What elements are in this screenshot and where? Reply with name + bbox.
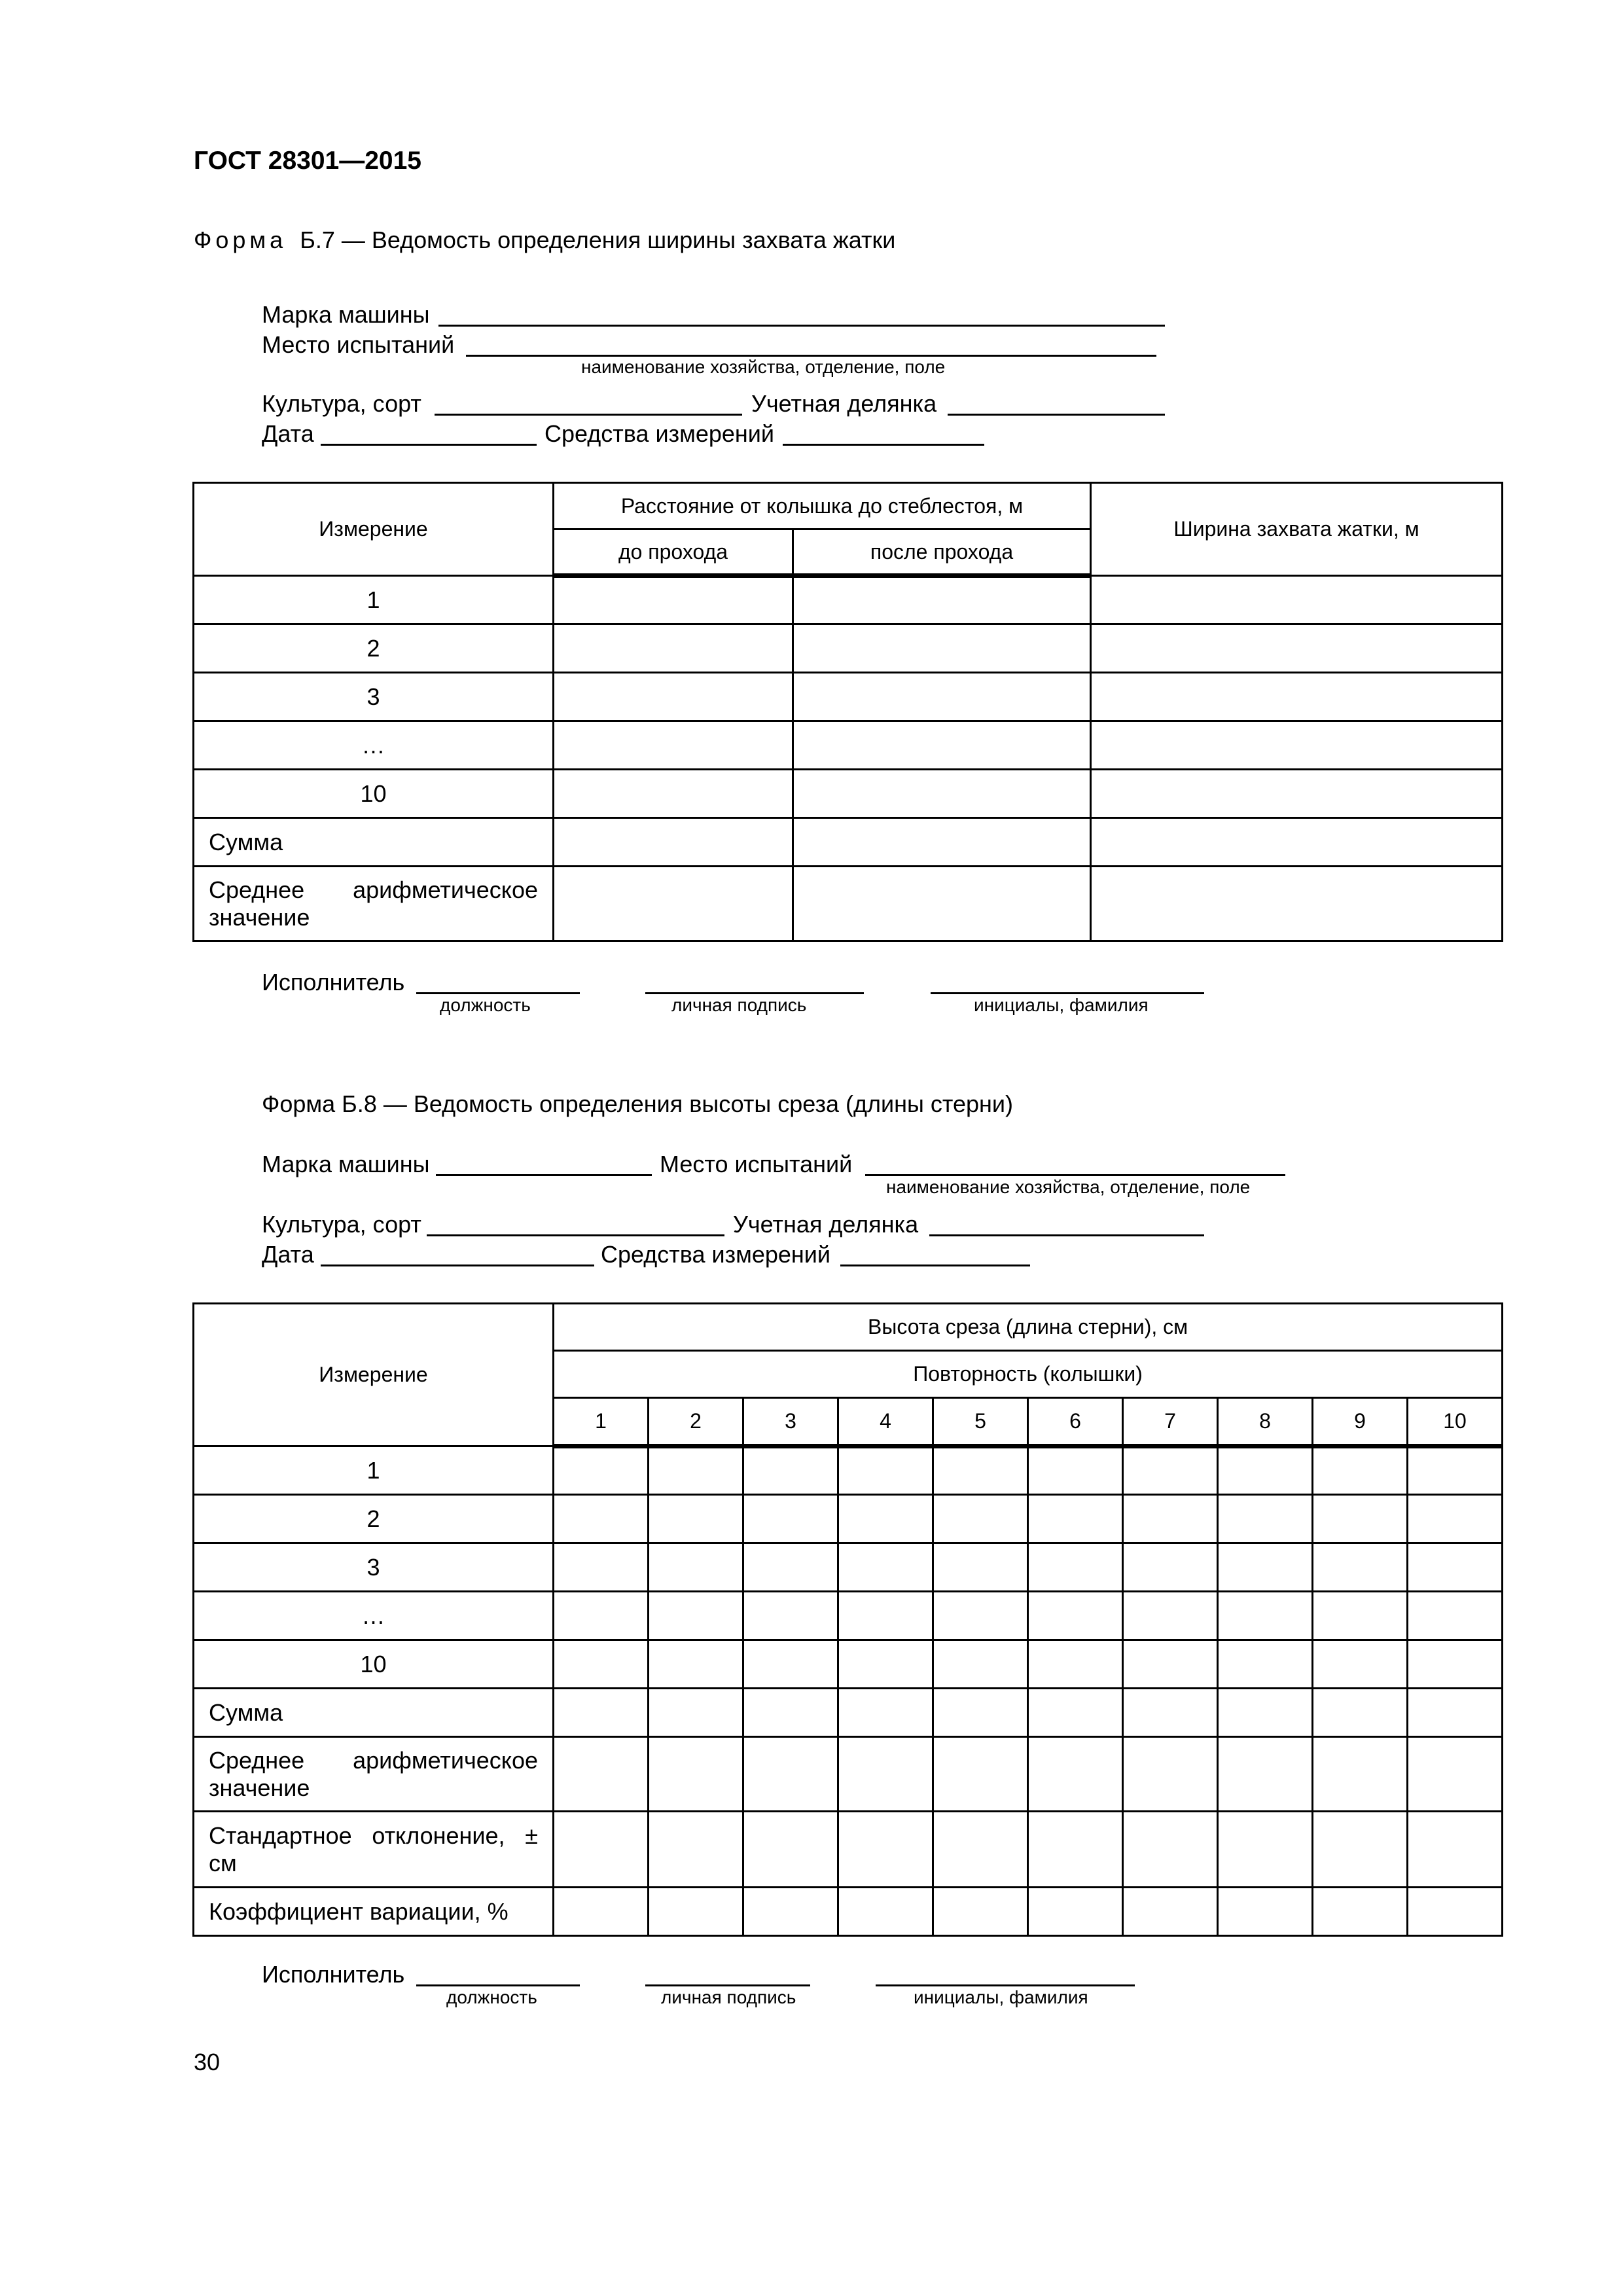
b7-cell: [554, 576, 793, 624]
b8-cell: [933, 1495, 1028, 1543]
b8-cell: [649, 1888, 743, 1936]
b8-cell: [649, 1543, 743, 1592]
b8-cell: [933, 1689, 1028, 1737]
b8-cell: [1028, 1543, 1123, 1592]
form-b7-instruments-label: Средства измерений: [544, 420, 775, 447]
b8-header-repeat-number: 6: [1028, 1398, 1123, 1446]
b7-cell: [1091, 673, 1503, 721]
form-b8-position-line: [416, 1984, 580, 1986]
form-b8-machine-label: Марка машины: [262, 1151, 430, 1177]
b8-cell: [1123, 1640, 1218, 1689]
b7-row-label: 10: [194, 770, 554, 818]
b7-cell: [793, 673, 1091, 721]
form-b8-crop-line: [427, 1234, 724, 1236]
b8-row: [194, 1543, 1503, 1592]
b8-cell: [554, 1640, 649, 1689]
b8-cell: [1408, 1640, 1503, 1689]
b8-cell: [933, 1812, 1028, 1888]
b8-header-repeat-number: 8: [1218, 1398, 1313, 1446]
form-b8-crop-label: Культура, сорт: [262, 1211, 421, 1238]
b8-cell: [554, 1543, 649, 1592]
b8-cell: [1218, 1640, 1313, 1689]
b7-header-width: Ширина захвата жатки, м: [1091, 483, 1503, 576]
form-b7-plot-line: [948, 414, 1165, 416]
b8-header-repeat-number: 10: [1408, 1398, 1503, 1446]
b7-cell: [554, 818, 793, 867]
b8-cell: [838, 1592, 933, 1640]
b8-cell: [933, 1640, 1028, 1689]
b8-cell: [649, 1446, 743, 1495]
b8-cell: [1123, 1446, 1218, 1495]
b8-cell: [1313, 1640, 1408, 1689]
b8-cell: [1028, 1689, 1123, 1737]
b8-cell: [1218, 1737, 1313, 1812]
b8-row: [194, 1495, 1503, 1543]
b8-row: [194, 1640, 1503, 1689]
b8-cell: [838, 1640, 933, 1689]
b8-header-repeat-number: 9: [1313, 1398, 1408, 1446]
b8-cell: [1408, 1812, 1503, 1888]
b8-cell: [1313, 1812, 1408, 1888]
form-b8-date-label: Дата: [262, 1241, 314, 1268]
b7-row-label: 2: [194, 624, 554, 673]
form-b7-place-caption: наименование хозяйства, отделение, поле: [581, 357, 946, 377]
b7-row-label: 1: [194, 576, 554, 624]
b8-cell: [1123, 1592, 1218, 1640]
form-b8-place-caption: наименование хозяйства, отделение, поле: [886, 1177, 1251, 1197]
b8-cell: [1408, 1495, 1503, 1543]
b7-cell: [1091, 576, 1503, 624]
form-b7-title-prefix: Форма: [194, 226, 287, 253]
form-b7-position-line: [416, 992, 580, 994]
b8-cell: [554, 1888, 649, 1936]
b8-cell: [1313, 1543, 1408, 1592]
form-b7-date-label: Дата: [262, 420, 314, 447]
b8-cell: [649, 1592, 743, 1640]
form-b7-title: [194, 226, 895, 254]
b8-cell: [1028, 1592, 1123, 1640]
b8-cell: [554, 1689, 649, 1737]
b7-header-measurement: Измерение: [194, 483, 554, 576]
form-b8-signature-caption: личная подпись: [661, 1987, 796, 2007]
b8-cell: [1218, 1495, 1313, 1543]
form-b7-crop-line: [435, 414, 742, 416]
b8-cell: [838, 1689, 933, 1737]
b8-cell: [1123, 1737, 1218, 1812]
b8-row: [194, 1689, 1503, 1737]
form-b7-date-line: [321, 444, 537, 446]
b8-row-label: 2: [194, 1495, 554, 1543]
b8-cell: [838, 1495, 933, 1543]
form-b8-name-line: [876, 1984, 1135, 1986]
b8-cell: [1218, 1689, 1313, 1737]
b8-cell: [838, 1888, 933, 1936]
b8-cell: [649, 1812, 743, 1888]
b7-cell: [1091, 721, 1503, 770]
form-b8-signature-line: [645, 1984, 810, 1986]
b8-cell: [933, 1446, 1028, 1495]
b8-cell: [743, 1495, 838, 1543]
b8-cell: [1123, 1495, 1218, 1543]
b8-cell: [1313, 1495, 1408, 1543]
form-b7-signature-caption: личная подпись: [671, 995, 807, 1015]
form-b7-performer-label: Исполнитель: [262, 969, 405, 996]
b8-row-label: Коэффициент вариации, %: [194, 1888, 554, 1936]
b7-cell: [554, 721, 793, 770]
b8-header-repeat-number: 5: [933, 1398, 1028, 1446]
form-b8-table: [192, 1302, 1503, 1937]
b8-row-label: 10: [194, 1640, 554, 1689]
b8-cell: [1123, 1812, 1218, 1888]
form-b8-position-caption: должность: [446, 1987, 537, 2007]
b7-header-after: после прохода: [793, 529, 1091, 576]
b8-cell: [1408, 1888, 1503, 1936]
form-b7-position-caption: должность: [440, 995, 531, 1015]
b8-cell: [1028, 1640, 1123, 1689]
b8-cell: [1408, 1592, 1503, 1640]
b8-cell: [1218, 1446, 1313, 1495]
b8-header-repeat-group: Повторность (колышки): [554, 1351, 1503, 1398]
b8-header-repeat-number: 1: [554, 1398, 649, 1446]
form-b8-performer-label: Исполнитель: [262, 1961, 405, 1988]
b8-cell: [554, 1812, 649, 1888]
b7-row-label: Сумма: [194, 818, 554, 867]
form-b7-table: [192, 482, 1503, 942]
form-b7-name-caption: инициалы, фамилия: [974, 995, 1149, 1015]
page-number: 30: [194, 2049, 221, 2075]
b8-cell: [1218, 1812, 1313, 1888]
b7-cell: [793, 867, 1091, 941]
b8-cell: [743, 1812, 838, 1888]
b8-cell: [838, 1812, 933, 1888]
form-b8-instruments-line: [840, 1265, 1030, 1266]
form-b8-place-line: [865, 1174, 1285, 1176]
b7-cell: [793, 576, 1091, 624]
form-b8-place-label: Место испытаний: [660, 1151, 853, 1177]
b7-cell: [793, 624, 1091, 673]
b7-cell: [554, 624, 793, 673]
b8-cell: [649, 1495, 743, 1543]
b8-header-repeat-number: 4: [838, 1398, 933, 1446]
b8-cell: [838, 1737, 933, 1812]
b7-row-label: …: [194, 721, 554, 770]
b7-cell: [1091, 818, 1503, 867]
form-b8-plot-line: [929, 1234, 1204, 1236]
b8-row-label: 1: [194, 1446, 554, 1495]
b8-cell: [743, 1888, 838, 1936]
b8-cell: [1123, 1888, 1218, 1936]
b8-cell: [933, 1592, 1028, 1640]
b8-cell: [1218, 1592, 1313, 1640]
b7-cell: [554, 867, 793, 941]
b7-cell: [554, 770, 793, 818]
b8-cell: [554, 1737, 649, 1812]
b8-row: [194, 1737, 1503, 1812]
b8-row: [194, 1812, 1503, 1888]
b7-cell: [793, 818, 1091, 867]
b8-cell: [1408, 1543, 1503, 1592]
form-b8-date-line: [321, 1265, 594, 1266]
b8-row-label: Среднее арифметическое значение: [194, 1737, 554, 1812]
form-b7-machine-label: Марка машины: [262, 301, 430, 328]
b8-cell: [1123, 1689, 1218, 1737]
b7-cell: [793, 721, 1091, 770]
b7-row-label: 3: [194, 673, 554, 721]
b8-cell: [1123, 1543, 1218, 1592]
b8-cell: [1028, 1737, 1123, 1812]
b7-row-label: Среднее арифметическое значение: [194, 867, 554, 941]
b8-cell: [649, 1689, 743, 1737]
form-b7-signature-line: [645, 992, 864, 994]
b8-header-height-group: Высота среза (длина стерни), см: [554, 1304, 1503, 1351]
form-b8-title: Форма Б.8 — Ведомость определения высоты среза (длины стерни): [262, 1090, 1013, 1117]
b8-row-label: Сумма: [194, 1689, 554, 1737]
b8-cell: [1313, 1446, 1408, 1495]
b7-header-before: до прохода: [554, 529, 793, 576]
b8-cell: [1313, 1737, 1408, 1812]
b8-cell: [743, 1592, 838, 1640]
b8-header-measurement: Измерение: [194, 1304, 554, 1446]
b8-cell: [743, 1689, 838, 1737]
form-b7-crop-label: Культура, сорт: [262, 390, 421, 417]
b8-header-repeat-number: 2: [649, 1398, 743, 1446]
b8-cell: [1313, 1592, 1408, 1640]
b8-cell: [743, 1640, 838, 1689]
b8-cell: [1218, 1888, 1313, 1936]
b8-row: [194, 1888, 1503, 1936]
b8-cell: [1218, 1543, 1313, 1592]
b7-cell: [793, 770, 1091, 818]
b7-header-distance-group: Расстояние от колышка до стеблестоя, м: [554, 483, 1091, 529]
b7-cell: [1091, 867, 1503, 941]
document-header-title: ГОСТ 28301—2015: [194, 147, 421, 175]
b8-row: [194, 1446, 1503, 1495]
b8-cell: [649, 1640, 743, 1689]
b8-cell: [933, 1737, 1028, 1812]
b8-cell: [1408, 1689, 1503, 1737]
b8-cell: [554, 1592, 649, 1640]
b8-cell: [1408, 1446, 1503, 1495]
b8-row-label: 3: [194, 1543, 554, 1592]
b8-cell: [743, 1543, 838, 1592]
b8-cell: [554, 1446, 649, 1495]
b8-cell: [1313, 1689, 1408, 1737]
b7-cell: [1091, 770, 1503, 818]
b8-cell: [1408, 1737, 1503, 1812]
form-b7-machine-line: [438, 325, 1165, 327]
b8-cell: [1313, 1888, 1408, 1936]
b8-cell: [838, 1446, 933, 1495]
b7-cell: [554, 673, 793, 721]
b8-cell: [649, 1737, 743, 1812]
form-b7-place-label: Место испытаний: [262, 331, 455, 358]
b8-cell: [933, 1543, 1028, 1592]
b8-header-repeat-number: 7: [1123, 1398, 1218, 1446]
b8-cell: [933, 1888, 1028, 1936]
b8-header-repeat-number: 3: [743, 1398, 838, 1446]
b8-row-label: Стандартное отклонение, ± см: [194, 1812, 554, 1888]
form-b8-instruments-label: Средства измерений: [601, 1241, 831, 1268]
form-b7-instruments-line: [783, 444, 984, 446]
b8-row: [194, 1592, 1503, 1640]
b8-cell: [743, 1737, 838, 1812]
form-b8-machine-line: [436, 1174, 652, 1176]
b8-row-label: …: [194, 1592, 554, 1640]
b8-cell: [743, 1446, 838, 1495]
b8-cell: [1028, 1812, 1123, 1888]
b8-cell: [1028, 1888, 1123, 1936]
b8-cell: [1028, 1495, 1123, 1543]
b7-cell: [1091, 624, 1503, 673]
form-b7-name-line: [931, 992, 1204, 994]
b8-cell: [838, 1543, 933, 1592]
b8-cell: [1028, 1446, 1123, 1495]
form-b8-plot-label: Учетная делянка: [733, 1211, 919, 1238]
b8-cell: [554, 1495, 649, 1543]
form-b7-plot-label: Учетная делянка: [751, 390, 937, 417]
form-b8-name-caption: инициалы, фамилия: [914, 1987, 1088, 2007]
form-b7-title-rest: Б.7 — Ведомость определения ширины захвата жатки: [300, 226, 896, 253]
